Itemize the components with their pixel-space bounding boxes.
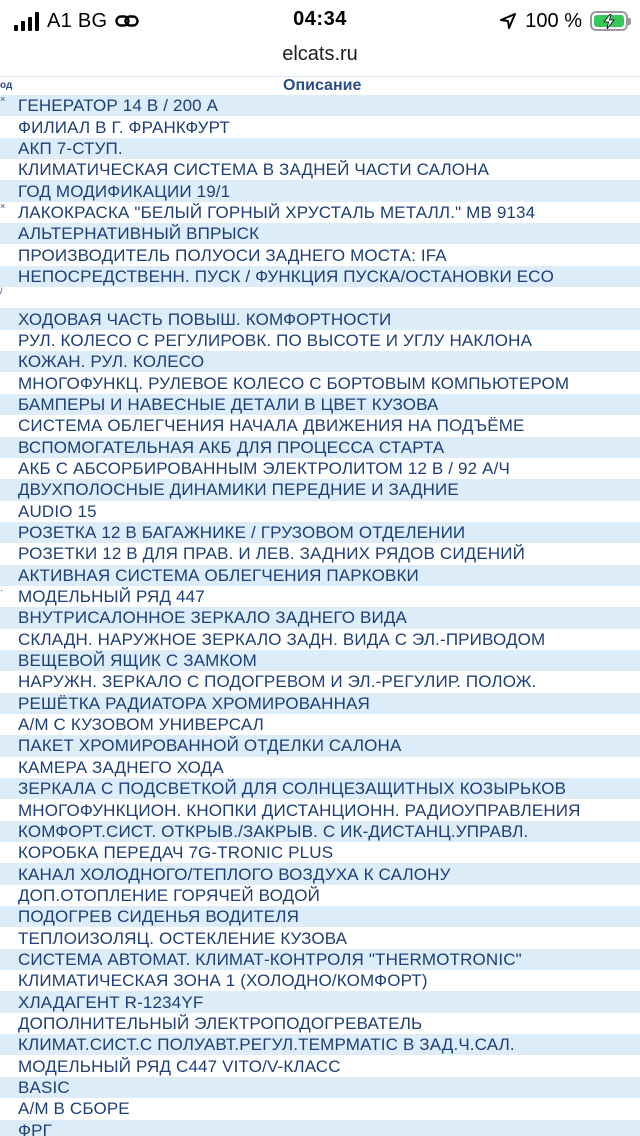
option-description: А/М С КУЗОВОМ УНИВЕРСАЛ <box>16 714 640 735</box>
table-row[interactable] <box>0 159 640 180</box>
table-row[interactable] <box>0 927 640 948</box>
table-row[interactable] <box>0 821 640 842</box>
option-description: МНОГОФУНКЦИОН. КНОПКИ ДИСТАНЦИОНН. РАДИОУПРАВЛЕНИЯ <box>16 799 640 820</box>
table-row[interactable] <box>0 308 640 329</box>
table-row[interactable] <box>0 1034 640 1055</box>
option-code <box>0 415 16 436</box>
option-code: · <box>0 586 16 607</box>
table-row[interactable] <box>0 138 640 159</box>
option-code: × <box>0 95 16 116</box>
table-row[interactable] <box>0 885 640 906</box>
option-code <box>0 970 16 991</box>
table-row[interactable] <box>0 906 640 927</box>
option-code <box>0 244 16 265</box>
option-description: А/М В СБОРЕ <box>16 1098 640 1119</box>
option-code <box>0 607 16 628</box>
option-code <box>0 116 16 137</box>
option-description: СИСТЕМА ОБЛЕГЧЕНИЯ НАЧАЛА ДВИЖЕНИЯ НА ПОДЪЁМЕ <box>16 415 640 436</box>
table-row[interactable] <box>0 949 640 970</box>
option-description: НАРУЖН. ЗЕРКАЛО С ПОДОГРЕВОМ И ЭЛ.-РЕГУЛИР. ПОЛОЖ. <box>16 671 640 692</box>
option-code <box>0 863 16 884</box>
option-code <box>0 458 16 479</box>
option-code <box>0 821 16 842</box>
option-description: ФИЛИАЛ В Г. ФРАНКФУРТ <box>16 116 640 137</box>
option-description: ТЕПЛОИЗОЛЯЦ. ОСТЕКЛЕНИЕ КУЗОВА <box>16 927 640 948</box>
location-arrow-icon <box>499 12 517 30</box>
table-row[interactable] <box>0 522 640 543</box>
option-description: ВСПОМОГАТЕЛЬНАЯ АКБ ДЛЯ ПРОЦЕССА СТАРТА <box>16 437 640 458</box>
option-description: ЗЕРКАЛА С ПОДСВЕТКОЙ ДЛЯ СОЛНЦЕЗАЩИТНЫХ КОЗЫРЬКОВ <box>16 778 640 799</box>
option-description: РЕШЁТКА РАДИАТОРА ХРОМИРОВАННАЯ <box>16 693 640 714</box>
option-description: МНОГОФУНКЦ. РУЛЕВОЕ КОЛЕСО С БОРТОВЫМ КОМПЬЮТЕРОМ <box>16 372 640 393</box>
table-row[interactable] <box>0 757 640 778</box>
option-code <box>0 138 16 159</box>
table-row[interactable] <box>0 437 640 458</box>
table-row[interactable] <box>0 778 640 799</box>
column-header-code: од <box>0 77 16 96</box>
option-description: АКБ С АБСОРБИРОВАННЫМ ЭЛЕКТРОЛИТОМ 12 В / 92 А/Ч <box>16 458 640 479</box>
table-row[interactable] <box>0 223 640 244</box>
option-code <box>0 543 16 564</box>
option-code <box>0 1013 16 1034</box>
option-description: АКТИВНАЯ СИСТЕМА ОБЛЕГЧЕНИЯ ПАРКОВКИ <box>16 565 640 586</box>
option-description: ЛАКОКРАСКА "БЕЛЫЙ ГОРНЫЙ ХРУСТАЛЬ МЕТАЛЛ." MB 9134 <box>16 202 640 223</box>
option-code <box>0 735 16 756</box>
option-code <box>0 1077 16 1098</box>
table-row[interactable] <box>0 799 640 820</box>
table-row[interactable] <box>0 991 640 1012</box>
table-row[interactable] <box>0 501 640 522</box>
table-row[interactable] <box>0 372 640 393</box>
table-row[interactable] <box>0 244 640 265</box>
option-code <box>0 223 16 244</box>
table-row[interactable] <box>0 629 640 650</box>
option-description: ПАКЕТ ХРОМИРОВАННОЙ ОТДЕЛКИ САЛОНА <box>16 735 640 756</box>
option-description: ВЕЩЕВОЙ ЯЩИК С ЗАМКОМ <box>16 650 640 671</box>
address-bar[interactable] <box>0 40 640 76</box>
option-description: РУЛ. КОЛЕСО С РЕГУЛИРОВК. ПО ВЫСОТЕ И УГЛУ НАКЛОНА <box>16 330 640 351</box>
option-description: ХЛАДАГЕНТ R-1234YF <box>16 991 640 1012</box>
option-description: ДОПОЛНИТЕЛЬНЫЙ ЭЛЕКТРОПОДОГРЕВАТЕЛЬ <box>16 1013 640 1034</box>
option-code <box>0 351 16 372</box>
table-row[interactable] <box>0 1098 640 1119</box>
option-code <box>0 1098 16 1119</box>
table-row[interactable] <box>0 394 640 415</box>
option-code <box>0 671 16 692</box>
table-row[interactable] <box>0 266 640 287</box>
option-code <box>0 159 16 180</box>
option-code <box>0 266 16 287</box>
option-code <box>0 757 16 778</box>
option-description <box>16 287 640 308</box>
table-row[interactable] <box>0 565 640 586</box>
option-description: СИСТЕМА АВТОМАТ. КЛИМАТ-КОНТРОЛЯ "THERMOTRONIC" <box>16 949 640 970</box>
option-code <box>0 330 16 351</box>
table-row[interactable] <box>0 330 640 351</box>
table-row[interactable] <box>0 1055 640 1076</box>
options-table-container[interactable] <box>0 76 640 1136</box>
table-row[interactable] <box>0 351 640 372</box>
option-description: ДВУХПОЛОСНЫЕ ДИНАМИКИ ПЕРЕДНИЕ И ЗАДНИЕ <box>16 479 640 500</box>
option-description: ФРГ <box>16 1120 640 1136</box>
option-code <box>0 522 16 543</box>
table-row[interactable] <box>0 202 640 223</box>
option-description: КАНАЛ ХОЛОДНОГО/ТЕПЛОГО ВОЗДУХА К САЛОНУ <box>16 863 640 884</box>
table-row[interactable] <box>0 95 640 116</box>
option-description: АЛЬТЕРНАТИВНЫЙ ВПРЫСК <box>16 223 640 244</box>
option-code <box>0 799 16 820</box>
option-code <box>0 693 16 714</box>
table-body <box>0 95 640 1136</box>
status-bar <box>0 0 640 40</box>
option-description: КОЖАН. РУЛ. КОЛЕСО <box>16 351 640 372</box>
option-code <box>0 629 16 650</box>
table-row[interactable] <box>0 714 640 735</box>
table-row[interactable] <box>0 1077 640 1098</box>
option-code <box>0 394 16 415</box>
table-row[interactable] <box>0 735 640 756</box>
option-code <box>0 949 16 970</box>
url-text[interactable]: elcats.ru <box>282 43 358 65</box>
option-code <box>0 650 16 671</box>
table-row[interactable] <box>0 693 640 714</box>
option-description: АКП 7-СТУП. <box>16 138 640 159</box>
battery-charging-icon <box>590 11 628 31</box>
table-row[interactable] <box>0 586 640 607</box>
option-code <box>0 885 16 906</box>
table-row[interactable] <box>0 116 640 137</box>
option-description: AUDIO 15 <box>16 501 640 522</box>
column-header-description: Описание <box>16 77 640 96</box>
table-row[interactable] <box>0 180 640 201</box>
option-code <box>0 180 16 201</box>
battery-percent: 100 % <box>525 9 582 32</box>
option-description: КЛИМАТИЧЕСКАЯ ЗОНА 1 (ХОЛОДНО/КОМФОРТ) <box>16 970 640 991</box>
option-code <box>0 991 16 1012</box>
table-row[interactable] <box>0 671 640 692</box>
option-description: ПОДОГРЕВ СИДЕНЬЯ ВОДИТЕЛЯ <box>16 906 640 927</box>
option-description: КЛИМАТ.СИСТ.С ПОЛУАВТ.РЕГУЛ.ТЕМРМАТIC В ЗАД.Ч.САЛ. <box>16 1034 640 1055</box>
table-row[interactable] <box>0 415 640 436</box>
option-code <box>0 1120 16 1136</box>
option-code <box>0 479 16 500</box>
table-row[interactable] <box>0 543 640 564</box>
option-description: ХОДОВАЯ ЧАСТЬ ПОВЫШ. КОМФОРТНОСТИ <box>16 308 640 329</box>
option-description: КОМФОРТ.СИСТ. ОТКРЫВ./ЗАКРЫВ. С ИК-ДИСТАНЦ.УПРАВЛ. <box>16 821 640 842</box>
option-description: БАМПЕРЫ И НАВЕСНЫЕ ДЕТАЛИ В ЦВЕТ КУЗОВА <box>16 394 640 415</box>
option-description: ГОД МОДИФИКАЦИИ 19/1 <box>16 180 640 201</box>
option-code <box>0 565 16 586</box>
option-code: / <box>0 287 16 308</box>
option-description: КЛИМАТИЧЕСКАЯ СИСТЕМА В ЗАДНЕЙ ЧАСТИ САЛОНА <box>16 159 640 180</box>
option-description: ГЕНЕРАТОР 14 В / 200 А <box>16 95 640 116</box>
clock: 04:34 <box>293 8 347 30</box>
option-code <box>0 1055 16 1076</box>
table-row[interactable] <box>0 287 640 308</box>
option-description: РОЗЕТКИ 12 В ДЛЯ ПРАВ. И ЛЕВ. ЗАДНИХ РЯДОВ СИДЕНИЙ <box>16 543 640 564</box>
table-row[interactable] <box>0 842 640 863</box>
option-code <box>0 501 16 522</box>
table-row[interactable] <box>0 607 640 628</box>
option-code <box>0 778 16 799</box>
option-description: РОЗЕТКА 12 В БАГАЖНИКЕ / ГРУЗОВОМ ОТДЕЛЕНИИ <box>16 522 640 543</box>
carrier-name: A1 BG <box>47 9 108 32</box>
status-right <box>499 8 628 34</box>
option-description: ДОП.ОТОПЛЕНИЕ ГОРЯЧЕЙ ВОДОЙ <box>16 885 640 906</box>
option-description: BASIC <box>16 1077 640 1098</box>
table-header-row <box>0 77 640 96</box>
table-row[interactable] <box>0 479 640 500</box>
option-code <box>0 308 16 329</box>
option-description: КАМЕРА ЗАДНЕГО ХОДА <box>16 757 640 778</box>
option-code <box>0 1034 16 1055</box>
option-code <box>0 372 16 393</box>
option-description: ПРОИЗВОДИТЕЛЬ ПОЛУОСИ ЗАДНЕГО МОСТА: IFA <box>16 244 640 265</box>
option-description: ВНУТРИСАЛОННОЕ ЗЕРКАЛО ЗАДНЕГО ВИДА <box>16 607 640 628</box>
option-description: МОДЕЛЬНЫЙ РЯД 447 <box>16 586 640 607</box>
table-row[interactable] <box>0 863 640 884</box>
option-code <box>0 714 16 735</box>
table-row[interactable] <box>0 1013 640 1034</box>
option-description: КОРОБКА ПЕРЕДАЧ 7G-TRONIC PLUS <box>16 842 640 863</box>
table-row[interactable] <box>0 1120 640 1136</box>
options-table <box>0 76 640 1136</box>
option-code: × <box>0 202 16 223</box>
option-code <box>0 906 16 927</box>
table-row[interactable] <box>0 970 640 991</box>
table-row[interactable] <box>0 650 640 671</box>
option-description: НЕПОСРЕДСТВЕНН. ПУСК / ФУНКЦИЯ ПУСКА/ОСТАНОВКИ ECO <box>16 266 640 287</box>
option-description: СКЛАДН. НАРУЖНОЕ ЗЕРКАЛО ЗАДН. ВИДА С ЭЛ.-ПРИВОДОМ <box>16 629 640 650</box>
option-description: МОДЕЛЬНЫЙ РЯД С447 VITO/V-КЛАСС <box>16 1055 640 1076</box>
table-row[interactable] <box>0 458 640 479</box>
option-code <box>0 927 16 948</box>
option-code <box>0 437 16 458</box>
option-code <box>0 842 16 863</box>
